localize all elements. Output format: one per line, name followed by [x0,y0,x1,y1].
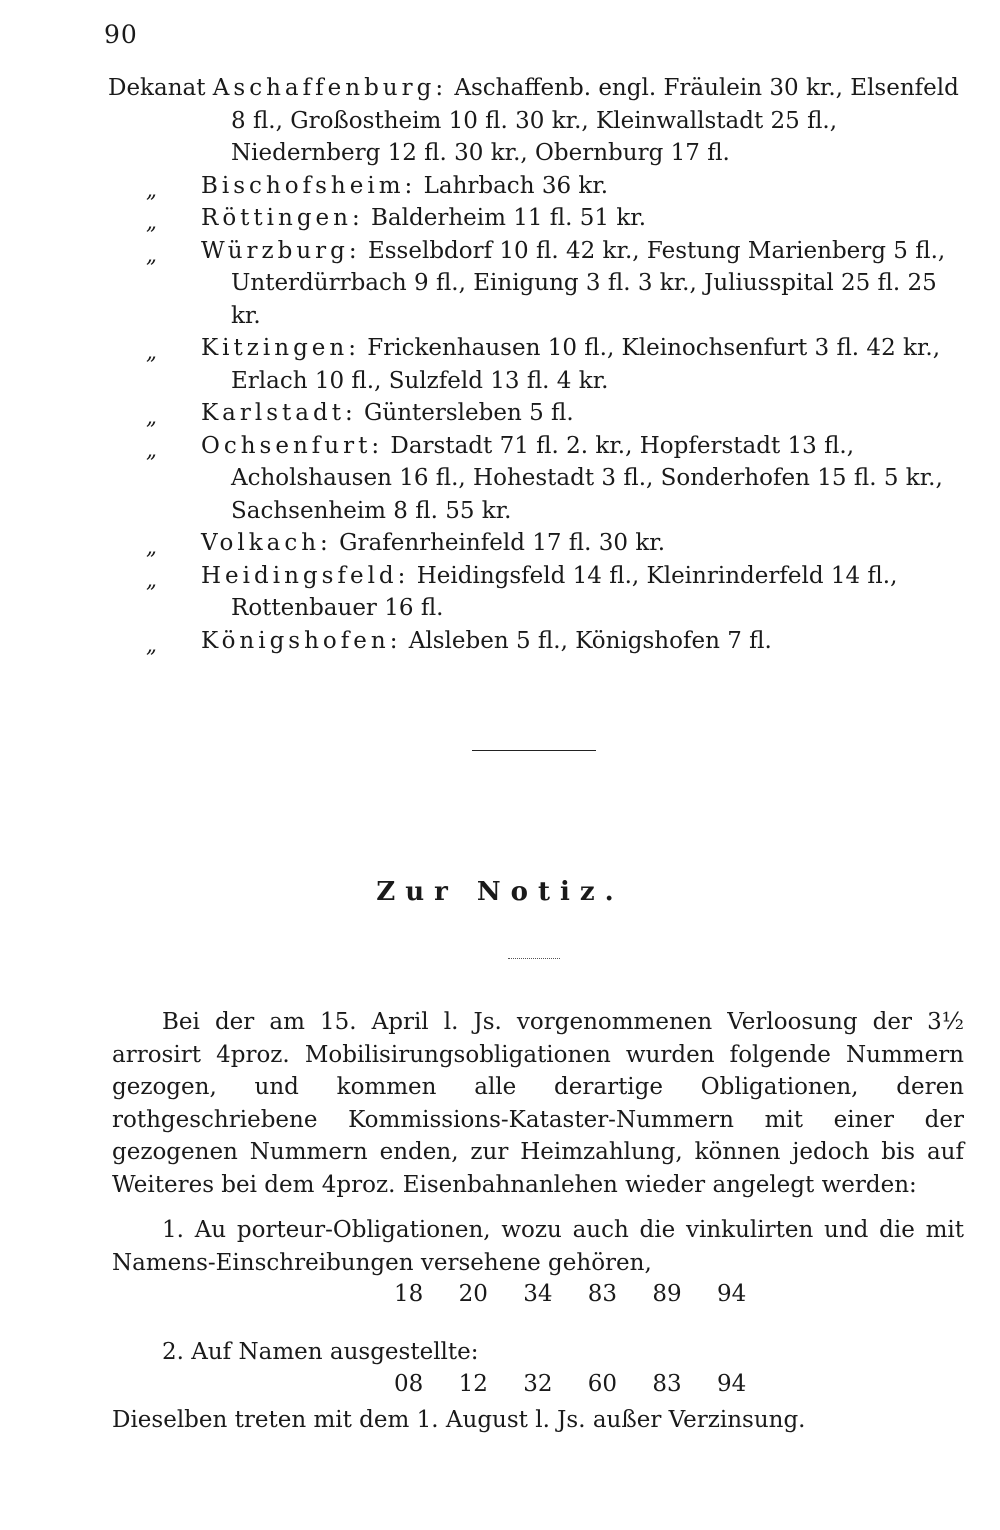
dekanat-entry [108,332,968,397]
drawn-number: 08 [394,1371,424,1397]
drawn-number: 34 [523,1281,553,1307]
notice-item-2 [112,1336,964,1369]
drawn-number: 83 [587,1281,618,1307]
dekanat-text: Frickenhausen 10 fl., Kleinochsenfurt 3 fl. 42 kr., Erlach 10 fl., Sulzfeld 13 fl. 4 kr. [231,335,941,394]
ditto-mark: „ [146,567,157,592]
drawn-number: 60 [587,1371,618,1397]
dekanat-list [108,72,968,657]
dekanat-text: Darstadt 71 fl. 2. kr., Hopferstadt 13 fl., Acholshausen 16 fl., Hohestadt 3 fl., Sonderhofen 15 fl. 5 kr., Sachsenheim 8 fl. 55 kr. [231,432,943,524]
dekanat-name: Kitzingen: [201,335,360,361]
page-number: 90 [104,20,138,49]
dekanat-text: Balderheim 11 fl. 51 kr. [371,205,647,231]
ditto-mark: „ [146,242,157,267]
ditto-mark: „ [146,535,157,559]
drawn-numbers-1 [394,1281,774,1307]
drawn-number: 94 [716,1371,747,1397]
notice-paragraph: Bei der am 15. April l. Js. vorgenommenen Verloosung der 3½ arrosirt 4proz. Mobilisirungsobligationen wurden folgende Nummern gezogen, und kommen alle derartige Obligationen, deren rothgeschriebene Kommissions-Kataster-Nummern mit einer der gezogenen Nummern enden, zur Heimzahlung, können jedoch bis auf Weiteres bei dem 4proz. Eisenbahnanlehen wieder angelegt werden: [112,1009,964,1198]
section-divider [472,750,596,751]
dekanat-text: Heidingsfeld 14 fl., Kleinrinderfeld 14 fl., Rottenbauer 16 fl. [231,562,898,621]
ditto-mark: „ [146,210,157,234]
drawn-number: 94 [716,1281,747,1307]
drawn-number: 83 [652,1371,682,1397]
notice-item-1: 1. Au porteur-Obligationen, wozu auch die vinkulirten und die mit Namens-Einschreibungen versehene gehören, [112,1217,964,1276]
dekanat-name: Röttingen: [201,205,364,231]
dekanat-name: Ochsenfurt: [201,432,384,459]
dekanat-name: Aschaffenburg: [212,75,448,101]
dekanat-entry [108,625,968,658]
ditto-mark: „ [146,632,157,657]
ditto-mark: „ [146,340,157,364]
notice-item-2-text: 2. Auf Namen ausgestellte: [162,1339,479,1365]
dekanat-text: Grafenrheinfeld 17 fl. 30 kr. [339,530,666,556]
drawn-number: 12 [458,1371,488,1397]
title-ornament [508,958,560,959]
dekanat-text: Esselbdorf 10 fl. 42 kr., Festung Marienberg 5 fl., Unterdürrbach 9 fl., Einigung 3 fl. 3 kr., Juliusspital 25 fl. 25 kr. [231,237,946,329]
dekanat-entry [108,170,968,203]
drawn-number: 32 [523,1371,553,1397]
dekanat-text: Aschaffenb. engl. Fräulein 30 kr., Elsenfeld 8 fl., Großostheim 10 fl. 30 kr., Kleinwallstadt 25 fl., Niedernberg 12 fl. 30 kr., Obernburg 17 fl. [231,75,959,166]
dekanat-entry [108,235,968,333]
drawn-number: 89 [652,1281,682,1307]
dekanat-name: Bischofsheim: [201,172,417,199]
closing-line: Dieselben treten mit dem 1. August l. Js. außer Verzinsung. [112,1407,806,1433]
dekanat-entry [108,560,968,625]
drawn-numbers-2 [394,1371,774,1397]
dekanat-entry [108,72,968,170]
ditto-mark: „ [146,437,157,462]
dekanat-text: Alsleben 5 fl., Königshofen 7 fl. [408,627,772,654]
dekanat-name: Königshofen: [201,627,402,654]
notice-title: Zur Notiz. [376,877,624,907]
dekanat-entry [108,527,968,560]
dekanat-entry [108,430,968,528]
ditto-mark: „ [146,405,157,429]
dekanat-entry [108,202,968,235]
dekanat-text: Güntersleben 5 fl. [364,400,574,426]
dekanat-text: Lahrbach 36 kr. [423,172,609,199]
dekanat-name: Würzburg: [201,237,361,264]
ditto-mark: „ [146,177,157,202]
drawn-number: 20 [458,1281,488,1307]
dekanat-entry [108,397,968,430]
dekanat-name: Volkach: [201,530,332,556]
dekanat-label: Dekanat [108,75,206,101]
drawn-number: 18 [394,1281,424,1307]
dekanat-name: Karlstadt: [201,400,357,426]
dekanat-name: Heidingsfeld: [201,562,410,589]
